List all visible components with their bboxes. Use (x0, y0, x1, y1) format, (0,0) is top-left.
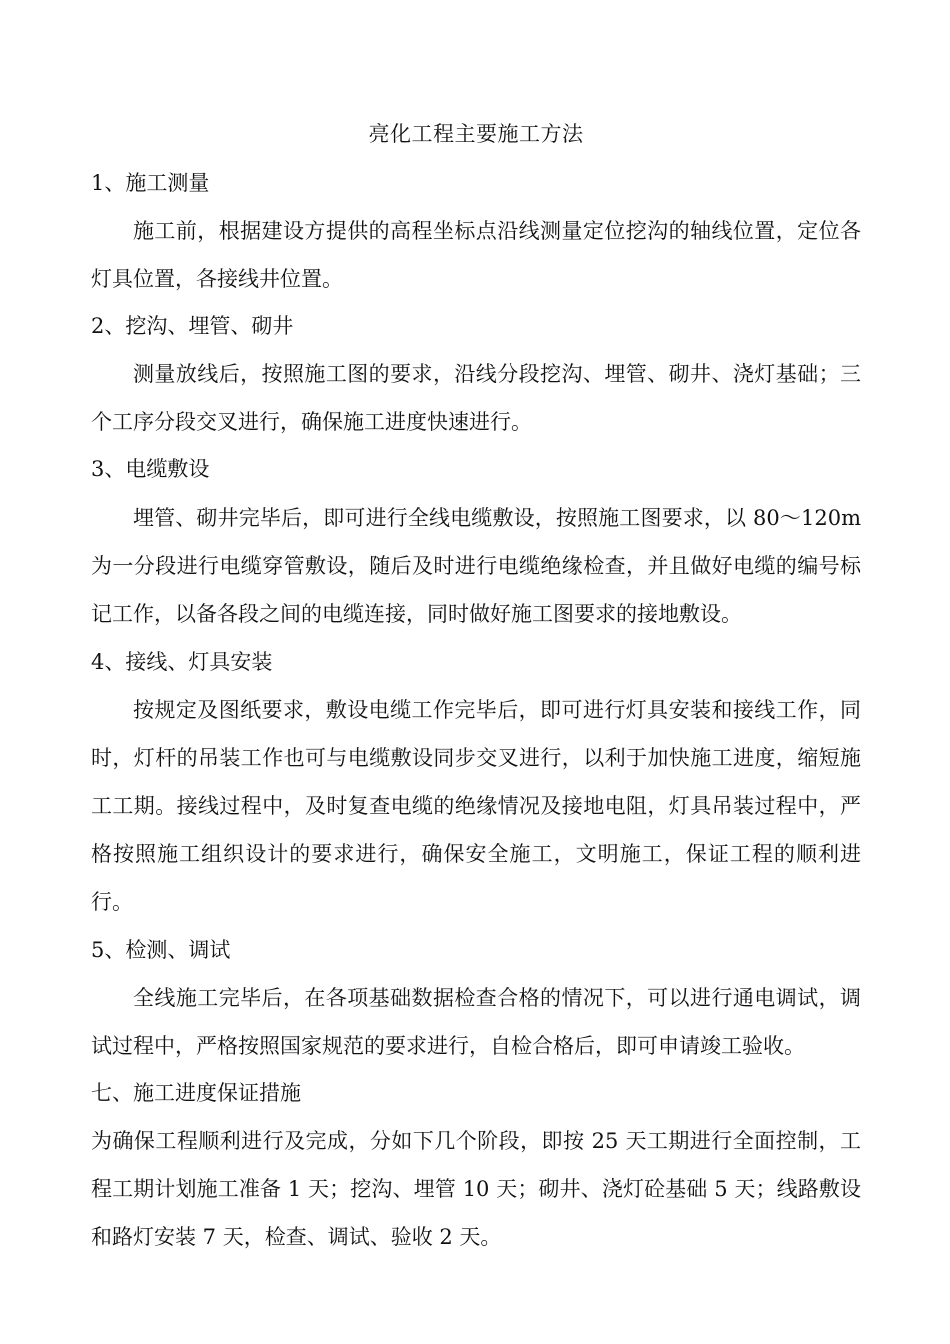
section-heading-cable-laying: 3、电缆敷设 (91, 457, 210, 481)
section-body-survey: 施工前，根据建设方提供的高程坐标点沿线测量定位挖沟的轴线位置，定位各灯具位置，各接线井位置。 (91, 219, 861, 291)
section-heading-survey: 1、施工测量 (91, 171, 210, 195)
section-body-lamp-installation: 按规定及图纸要求，敷设电缆工作完毕后，即可进行灯具安装和接线工作，同时，灯杆的吊装工作也可与电缆敷设同步交叉进行，以利于加快施工进度，缩短施工工期。接线过程中，及时复查电缆的绝缘情况及接地电阻，灯具吊装过程中，严格按照施工组织设计的要求进行，确保安全施工，文明施工，保证工程的顺利进行。 (91, 698, 861, 914)
section-heading-testing: 5、检测、调试 (91, 938, 231, 962)
section-heading-schedule: 七、施工进度保证措施 (91, 1081, 301, 1105)
section-body-cable-laying: 埋管、砌井完毕后，即可进行全线电缆敷设，按照施工图要求，以 80～120m 为一分段进行电缆穿管敷设，随后及时进行电缆绝缘检查，并且做好电缆的编号标记工作，以备各段之间的电缆连接，同时做好施工图要求的接地敷设。 (91, 506, 861, 626)
section-heading-lamp-installation: 4、接线、灯具安装 (91, 650, 273, 674)
section-body-schedule: 为确保工程顺利进行及完成，分如下几个阶段，即按 25 天工期进行全面控制，工程工期计划施工准备 1 天；挖沟、埋管 10 天；砌井、浇灯砼基础 5 天；线路敷设和路灯安装 7 天，检查、调试、验收 2 天。 (91, 1129, 861, 1249)
section-heading-trenching: 2、挖沟、埋管、砌井 (91, 314, 294, 338)
section-body-trenching: 测量放线后，按照施工图的要求，沿线分段挖沟、埋管、砌井、浇灯基础；三个工序分段交叉进行，确保施工进度快速进行。 (91, 362, 861, 434)
document-title: 亮化工程主要施工方法 (368, 122, 584, 146)
section-body-testing: 全线施工完毕后，在各项基础数据检查合格的情况下，可以进行通电调试，调试过程中，严格按照国家规范的要求进行，自检合格后，即可申请竣工验收。 (91, 986, 861, 1058)
